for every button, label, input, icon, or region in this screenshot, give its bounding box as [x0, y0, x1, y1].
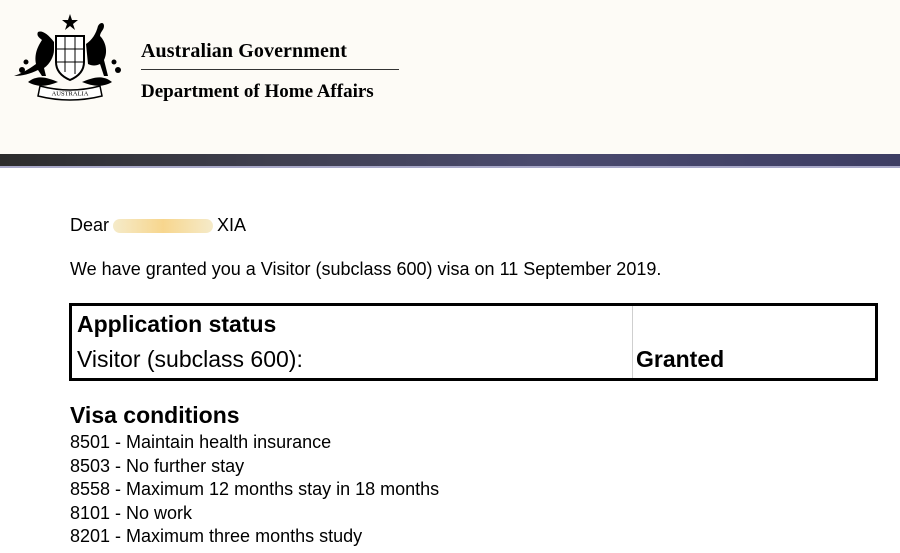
visa-subclass-label: Visitor (subclass 600): [77, 346, 303, 372]
crest-motto: AUSTRALIA [51, 90, 89, 98]
list-item: 8101 - No work [70, 502, 193, 523]
list-item: 8558 - Maximum 12 months stay in 18 months [70, 479, 440, 499]
greeting-prefix: Dear [70, 215, 110, 235]
header-band [0, 154, 900, 166]
redacted-name [113, 219, 213, 233]
status-table-heading: Application status [77, 311, 277, 337]
header-divider [141, 69, 399, 70]
header-band-line [0, 166, 900, 168]
greeting-surname: XIA [217, 215, 247, 235]
application-status-table [69, 303, 878, 381]
grant-statement: We have granted you a Visitor (subclass 600) visa on 11 September 2019. [70, 259, 662, 279]
status-value: Granted [636, 346, 725, 372]
visa-conditions-list [70, 431, 439, 549]
letterhead [0, 0, 900, 154]
list-item: 8201 - Maximum three months study [70, 526, 363, 546]
government-name: Australian Government [141, 40, 347, 62]
table-column-divider [632, 306, 633, 378]
list-item: 8503 - No further stay [70, 455, 245, 476]
coat-of-arms-icon [8, 12, 132, 102]
visa-conditions-heading: Visa conditions [70, 402, 240, 428]
department-name: Department of Home Affairs [141, 81, 374, 102]
greeting [70, 215, 246, 236]
list-item: 8501 - Maintain health insurance [70, 432, 332, 452]
